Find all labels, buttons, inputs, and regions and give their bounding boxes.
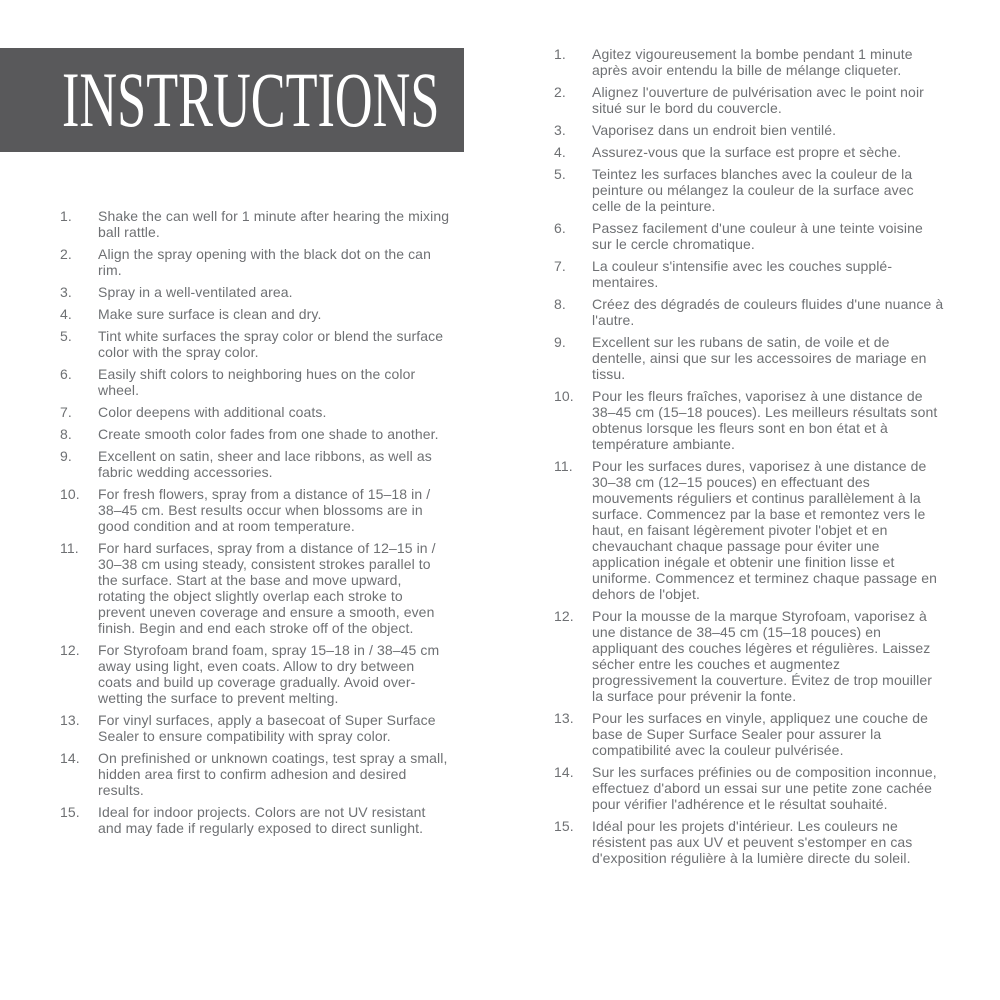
list-item [554,334,946,382]
list-item [60,208,452,240]
list-item-text: Excellent sur les rubans de satin, de voile et de dentelle, ainsi que sur les accessoires de mariage en tissu. [592,334,927,382]
list-item-number: 13. [60,712,80,728]
list-item-number: 9. [60,448,72,464]
list-item-number: 5. [554,166,566,182]
list-item [554,84,946,116]
instructions-list-english [60,208,452,842]
list-item-number: 3. [60,284,72,300]
list-item-text: Color deepens with additional coats. [98,404,327,420]
list-item [60,750,452,798]
list-item-number: 2. [60,246,72,262]
list-item [554,166,946,214]
list-item-text: For fresh flowers, spray from a distance of 15–18 in / 38–45 cm. Best results occur when blossoms are in good condition and at room temperature. [98,486,431,534]
list-item-number: 2. [554,84,566,100]
list-item-number: 12. [60,642,80,658]
list-item [60,712,452,744]
list-item [554,220,946,252]
list-item [554,258,946,290]
list-item [554,388,946,452]
list-item-text: Pour la mousse de la marque Styrofoam, vaporisez à une distance de 38–45 cm (15–18 pouces) en appliquant des couches légères et régulières. Laissez sécher entre les couches et augmentez progressivement la couverture. Évitez de trop mouiller la surface pour prévenir la fonte. [592,608,932,704]
list-item-text: Pour les surfaces dures, vaporisez à une distance de 30–38 cm (12–15 pouces) en effectuant des mouvements réguliers et continus parallèlement à la surface. Commencez par la base et remontez vers le haut, en faisant légèrement pivoter l'objet et en chevauchant chaque passage pour éviter une application inégale et obtenir une finition lisse et uniforme. Commencez et terminez chaque passage en dehors de l'objet. [592,458,937,602]
list-item-text: Passez facilement d'une couleur à une teinte voisine sur le cercle chromatique. [592,220,923,252]
list-item [554,296,946,328]
list-item-text: Pour les surfaces en vinyle, appliquez une couche de base de Super Surface Sealer pour assurer la compatibilité avec la couleur pulvérisée. [592,710,928,758]
list-item [60,328,452,360]
instructions-list-french [554,46,946,872]
list-item-number: 15. [60,804,80,820]
list-item-text: Sur les surfaces préfinies ou de composition inconnue, effectuez d'abord un essai sur une petite zone cachée pour vérifier l'adhérence et le résultat souhaité. [592,764,937,812]
list-item-text: Idéal pour les projets d'intérieur. Les couleurs ne résistent pas aux UV et peuvent s'estomper en cas d'exposition régulière à la lumière directe du soleil. [592,818,913,866]
list-item [60,426,452,442]
list-item-text: Spray in a well-ventilated area. [98,284,293,300]
list-item-text: Assurez-vous que la surface est propre et sèche. [592,144,902,160]
list-item-number: 4. [554,144,566,160]
list-item-text: Vaporisez dans un endroit bien ventilé. [592,122,837,138]
list-item-number: 10. [554,388,574,404]
list-item-number: 15. [554,818,574,834]
list-item-number: 11. [60,540,79,556]
list-item-text: Teintez les surfaces blanches avec la couleur de la peinture ou mélangez la couleur de la surface avec celle de la peinture. [592,166,914,214]
list-item-text: Make sure surface is clean and dry. [98,306,322,322]
list-item [554,608,946,704]
list-item-text: Easily shift colors to neighboring hues on the color wheel. [98,366,416,398]
list-item [554,458,946,602]
list-item-text: Tint white surfaces the spray color or blend the surface color with the spray color. [98,328,444,360]
list-item-number: 8. [554,296,566,312]
list-item-text: For hard surfaces, spray from a distance of 12–15 in / 30–38 cm using steady, consistent strokes parallel to the surface. Start at the base and move upward, rotating the object slightly overlap each stroke to prevent uneven coverage and ensure a smooth, even finish. Begin and end each stroke off of the object. [98,540,436,636]
list-item-number: 7. [60,404,72,420]
list-item-number: 10. [60,486,80,502]
list-item-text: Ideal for indoor projects. Colors are not UV resistant and may fade if regularly exposed to direct sunlight. [98,804,426,836]
list-item-text: Align the spray opening with the black dot on the can rim. [98,246,431,278]
list-item-number: 1. [554,46,566,62]
list-item [60,366,452,398]
list-item [554,818,946,866]
list-item-number: 6. [60,366,72,382]
list-item [554,144,946,160]
list-item [554,764,946,812]
list-item-text: Shake the can well for 1 minute after hearing the mixing ball rattle. [98,208,450,240]
list-item-number: 9. [554,334,566,350]
list-item-text: Agitez vigoureusement la bombe pendant 1 minute après avoir entendu la bille de mélange cliqueter. [592,46,913,78]
instructions-header-banner [0,48,464,152]
list-item-text: For Styrofoam brand foam, spray 15–18 in / 38–45 cm away using light, even coats. Allow to dry between coats and build up coverage gradually. Avoid over-wetting the surface to prevent melting. [98,642,440,706]
list-item [60,540,452,636]
list-item [60,246,452,278]
list-item-number: 13. [554,710,574,726]
list-item-number: 6. [554,220,566,236]
list-item [554,710,946,758]
list-item [60,642,452,706]
list-item-text: For vinyl surfaces, apply a basecoat of Super Surface Sealer to ensure compatibility with spray color. [98,712,436,744]
list-item-number: 12. [554,608,574,624]
list-item-number: 11. [554,458,573,474]
list-item-number: 14. [60,750,80,766]
list-item [554,122,946,138]
list-item [60,306,452,322]
list-item-number: 14. [554,764,574,780]
list-item-text: Excellent on satin, sheer and lace ribbons, as well as fabric wedding accessories. [98,448,432,480]
list-item-number: 1. [60,208,72,224]
list-item-text: Créez des dégradés de couleurs fluides d'une nuance à l'autre. [592,296,944,328]
list-item [60,448,452,480]
list-item [60,486,452,534]
list-item-number: 3. [554,122,566,138]
list-item [60,404,452,420]
list-item-number: 8. [60,426,72,442]
list-item-text: Pour les fleurs fraîches, vaporisez à une distance de 38–45 cm (15–18 pouces). Les meilleurs résultats sont obtenus lorsque les fleurs sont en bon état et à température ambiante. [592,388,938,452]
list-item [60,284,452,300]
list-item-number: 7. [554,258,566,274]
list-item-text: Alignez l'ouverture de pulvérisation avec le point noir situé sur le bord du couvercle. [592,84,924,116]
list-item-text: On prefinished or unknown coatings, test spray a small, hidden area first to confirm adhesion and desired results. [98,750,448,798]
page-title: INSTRUCTIONS [62,56,440,143]
list-item [554,46,946,78]
list-item-text: La couleur s'intensifie avec les couches supplémentaires. [592,258,892,290]
list-item-text: Create smooth color fades from one shade to another. [98,426,439,442]
list-item-number: 4. [60,306,72,322]
list-item-number: 5. [60,328,72,344]
list-item [60,804,452,836]
